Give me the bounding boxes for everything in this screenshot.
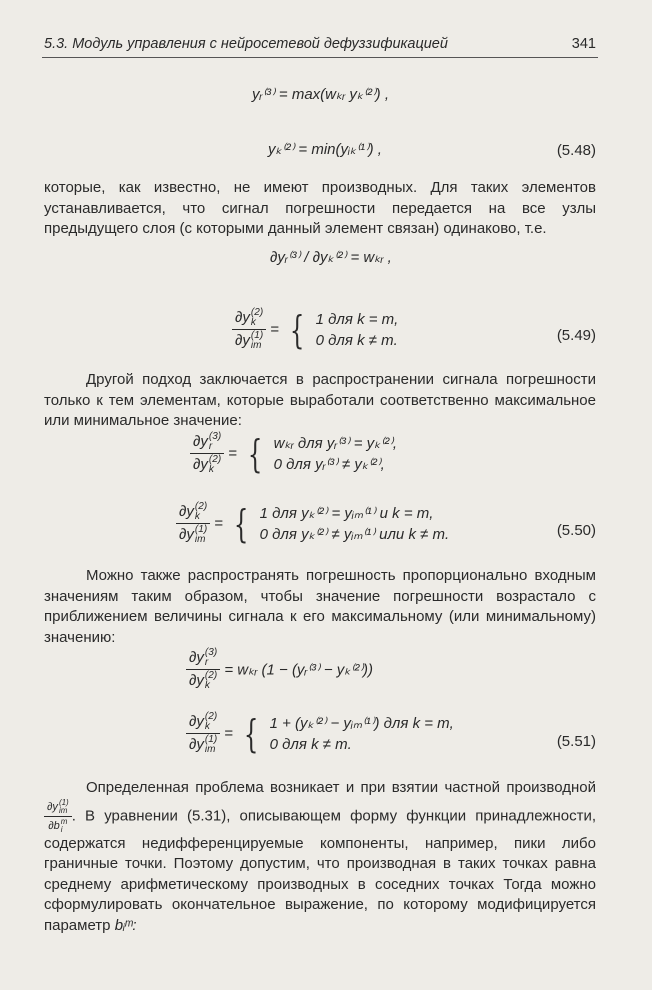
paragraph-4 bbox=[44, 778, 596, 936]
paragraph-2: Другой подход заключается в распространении сигнала погрешности только к тем элементам, которые выработали соответственно максимальное или минимальное значение: bbox=[44, 371, 596, 429]
equation-549: ∂y (2) k ∂y (1) im = { 1 для k = m, 0 для k ≠ m. bbox=[232, 308, 398, 351]
eq-551a-rhs: = wₖᵣ (1 − (yᵣ⁽³⁾ − yₖ⁽²⁾)) bbox=[224, 661, 373, 679]
eq-550b-cases bbox=[260, 503, 450, 545]
eq-550b-case-2: 0 для yₖ⁽²⁾ ≠ yᵢₘ⁽¹⁾ или k ≠ m. bbox=[259, 525, 450, 543]
paragraph-1: которые, как известно, не имеют производных. Для таких элементов устанавливается, что сигнал погрешности передается на все узлы предыдущего слоя (с которыми данный элемент связан) одинаково, т.е. bbox=[44, 179, 596, 237]
equation-550a: ∂y (3) r ∂y (2) k = { wₖᵣ для yᵣ⁽³⁾ = yₖ⁽²⁾, 0 для yᵣ⁽³⁾ ≠ yₖ⁽²⁾, bbox=[190, 432, 397, 475]
inline-derivative: ∂y (1) im ∂b m i bbox=[44, 799, 72, 834]
eq-deriv-wkr-text: ∂yᵣ⁽³⁾ / ∂yₖ⁽²⁾ = wₖᵣ , bbox=[270, 249, 392, 266]
eq-549-brace: { bbox=[290, 307, 305, 352]
equation-number-550: (5.50) bbox=[556, 522, 596, 539]
eq-max-text: yᵣ⁽³⁾ = max(wₖᵣ yₖ⁽²⁾) , bbox=[252, 86, 389, 103]
header-rule bbox=[42, 57, 598, 58]
equation-551b: ∂y (2) k ∂y (1) im = { 1 + (yₖ⁽²⁾ − yᵢₘ⁽¹⁾) для k = m, 0 для k ≠ m. bbox=[186, 712, 454, 755]
page-number: 341 bbox=[571, 36, 596, 52]
equation-max bbox=[252, 85, 389, 103]
eq-551b-case-2: 0 для k ≠ m. bbox=[269, 735, 352, 753]
page-header bbox=[44, 36, 596, 52]
eq-549-case-1: 1 для k = m, bbox=[315, 310, 399, 328]
eq-550a-case-1: wₖᵣ для yᵣ⁽³⁾ = yₖ⁽²⁾, bbox=[273, 434, 398, 452]
eq-550a-fraction: ∂y (3) r ∂y (2) k bbox=[190, 432, 224, 475]
eq-551b-brace: { bbox=[244, 711, 259, 756]
equation-number-548: (5.48) bbox=[556, 142, 596, 159]
equation-number-551: (5.51) bbox=[556, 733, 596, 750]
eq-551b-fraction: ∂y (2) k ∂y (1) im bbox=[186, 712, 220, 755]
eq-551b-cases bbox=[270, 713, 454, 755]
equation-551a bbox=[186, 648, 373, 691]
paragraph-4-body: . В уравнении (5.31), описывающем форму функции принадлежности, содержатся недифференцируемые компоненты, например, пики либо граничные точки. Поэтому допустим, что производная в таких точках равна среднему арифметическому производных в соседних точках Тогда можно сформулировать окончательное выражение, по которому модифицируется параметр bbox=[44, 806, 596, 934]
header-title: 5.3. Модуль управления с нейросетевой дефуззификацией bbox=[44, 36, 448, 52]
eq-551b-case-1: 1 + (yₖ⁽²⁾ − yᵢₘ⁽¹⁾) для k = m, bbox=[269, 714, 454, 732]
equation-deriv-wkr bbox=[270, 248, 392, 266]
eq-551a-fraction: ∂y (3) r ∂y (2) k bbox=[186, 648, 220, 691]
eq-550a-brace: { bbox=[248, 431, 263, 476]
eq-550b-brace: { bbox=[234, 501, 249, 546]
eq-550a-cases bbox=[274, 433, 397, 475]
eq-549-fraction: ∂y (2) k ∂y (1) im bbox=[232, 308, 266, 351]
equation-550b: ∂y (2) k ∂y (1) im = { 1 для yₖ⁽²⁾ = yᵢₘ⁽¹⁾ и k = m, 0 для yₖ⁽²⁾ ≠ yᵢₘ⁽¹⁾ или k ≠ m. bbox=[176, 502, 449, 545]
eq-550b-case-1: 1 для yₖ⁽²⁾ = yᵢₘ⁽¹⁾ и k = m, bbox=[259, 504, 434, 522]
equation-number-549: (5.49) bbox=[556, 327, 596, 344]
paragraph-3: Можно также распространять погрешность пропорционально входным значениям таким образом, чтобы значение погрешности возрастало с приближением величины сигнала к его максимальному (или минимальному) значению: bbox=[44, 567, 596, 646]
eq-549-case-2: 0 для k ≠ m. bbox=[315, 331, 398, 349]
paragraph-4-start: Определенная проблема возникает и при взятии частной производной bbox=[86, 779, 596, 796]
paragraph-4-param: bᵢᵐ: bbox=[114, 916, 137, 934]
eq-550a-case-2: 0 для yᵣ⁽³⁾ ≠ yₖ⁽²⁾, bbox=[273, 455, 385, 473]
eq-549-cases bbox=[316, 309, 399, 351]
eq-min-text: yₖ⁽²⁾ = min(yᵢₖ⁽¹⁾) , bbox=[268, 141, 382, 158]
eq-550b-fraction: ∂y (2) k ∂y (1) im bbox=[176, 502, 210, 545]
equation-min bbox=[268, 140, 382, 158]
